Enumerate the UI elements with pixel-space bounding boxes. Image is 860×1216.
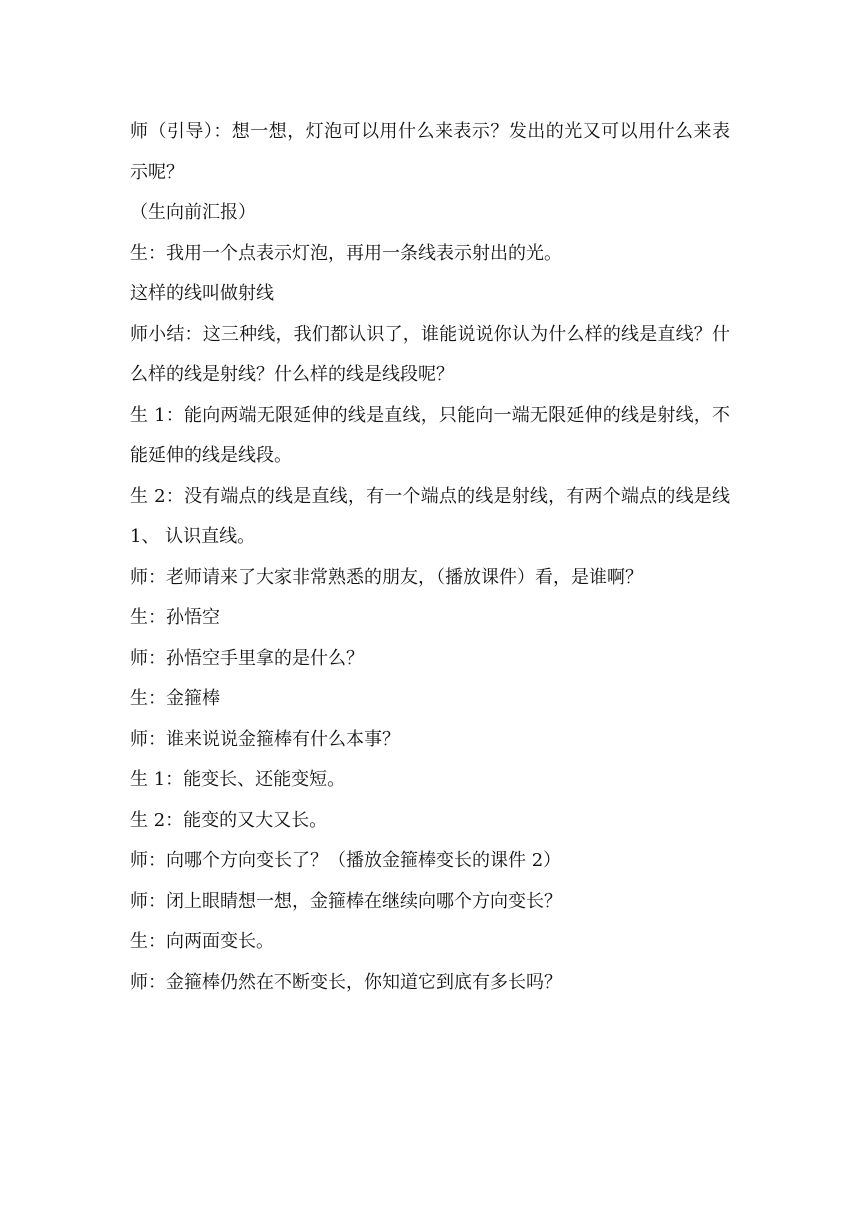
paragraph: 师：向哪个方向变长了？（播放金箍棒变长的课件 2） <box>130 850 562 871</box>
paragraph: 生：我用一个点表示灯泡，再用一条线表示射出的光。 <box>130 242 562 264</box>
paragraph: 师：谁来说说金箍棒有什么本事？ <box>130 728 400 750</box>
paragraph: 生：向两面变长。 <box>130 931 274 952</box>
paragraph: 师：老师请来了大家非常熟悉的朋友，（播放课件）看，是谁啊？ <box>130 566 643 588</box>
paragraph: 生：金箍棒 <box>130 688 220 709</box>
paragraph: 生 2：没有端点的线是直线，有一个端点的线是射线，有两个端点的线是线 1、 认识直线。 <box>130 485 730 547</box>
paragraph: 生 1：能向两端无限延伸的线是直线，只能向一端无限延伸的线是射线，不能延伸的线是线段。 <box>130 404 730 466</box>
paragraph: 师：孙悟空手里拿的是什么？ <box>130 647 364 669</box>
paragraph: 生 1：能变长、还能变短。 <box>130 769 346 790</box>
paragraph: 师：金箍棒仍然在不断变长，你知道它到底有多长吗？ <box>130 971 562 993</box>
paragraph: 师（引导）：想一想，灯泡可以用什么来表示？发出的光又可以用什么来表示呢？ <box>130 121 730 183</box>
paragraph: 生：孙悟空 <box>130 607 220 628</box>
paragraph: 这样的线叫做射线 <box>130 283 274 304</box>
document-body <box>130 112 730 1003</box>
paragraph: 生 2：能变的又大又长。 <box>130 809 328 831</box>
paragraph: 师：闭上眼睛想一想，金箍棒在继续向哪个方向变长？ <box>130 890 562 912</box>
paragraph: 师小结：这三种线，我们都认识了，谁能说说你认为什么样的线是直线？什么样的线是射线？什么样的线是线段呢？ <box>130 323 730 385</box>
paragraph: （生向前汇报） <box>130 202 256 223</box>
